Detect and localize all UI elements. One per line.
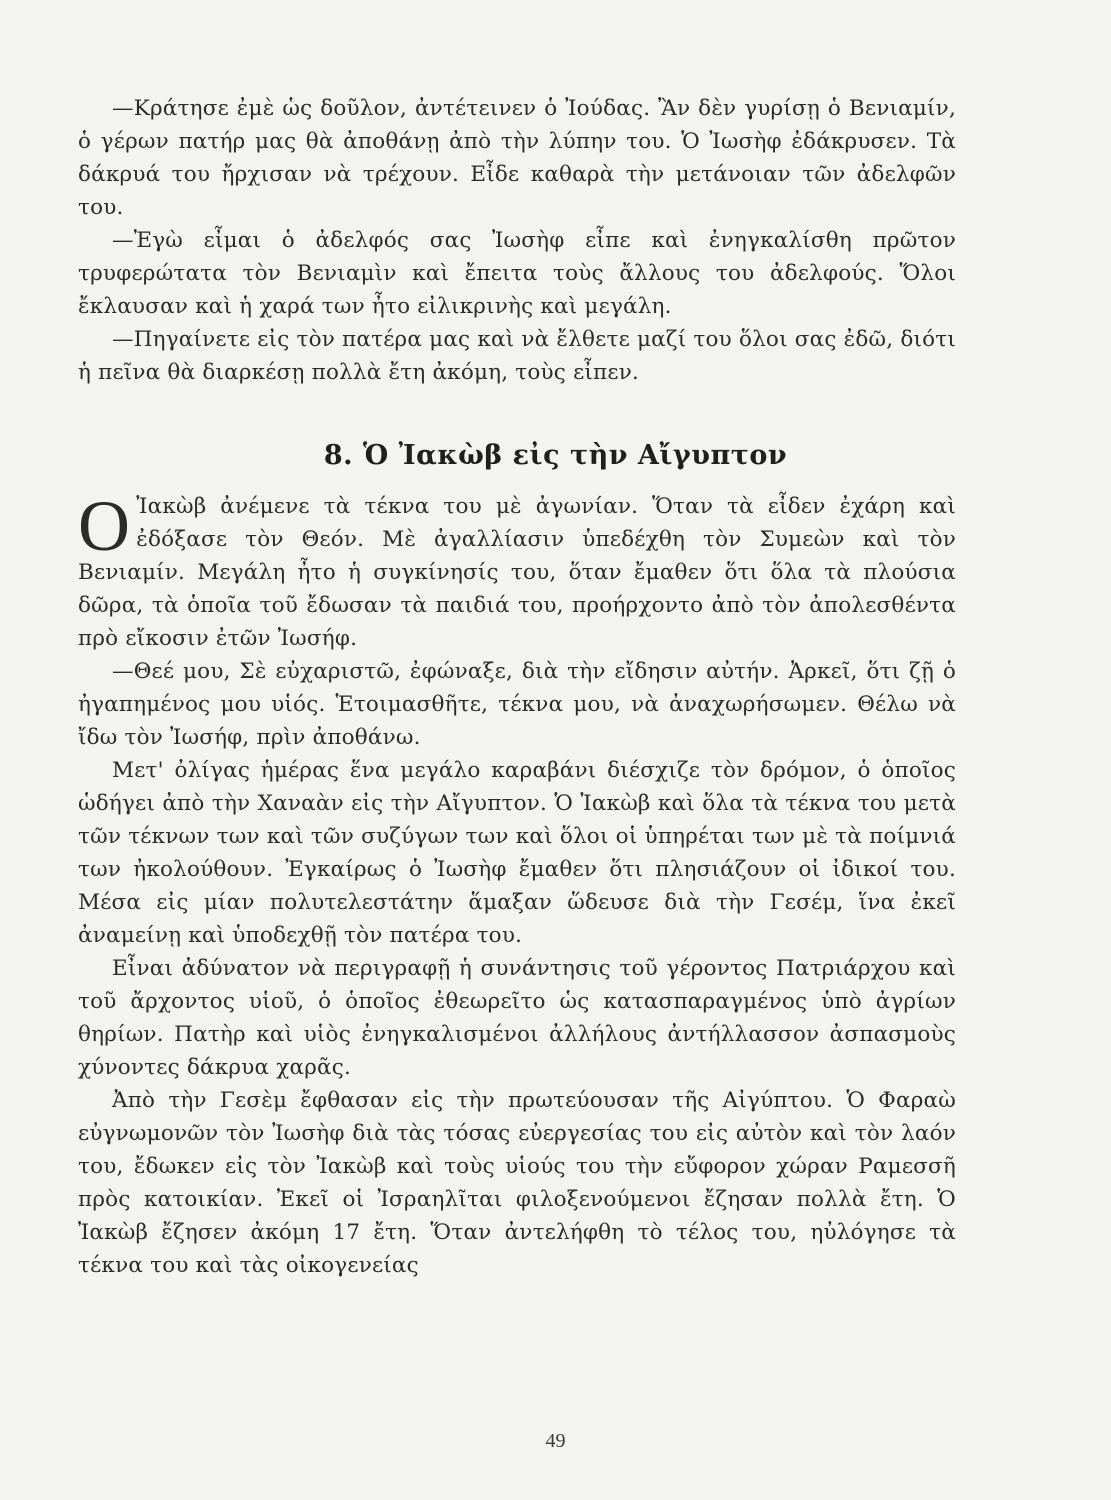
drop-cap: Ο — [78, 486, 131, 566]
dialogue-paragraph: —Κράτησε ἐμὲ ὡς δοῦλον, ἀντέτεινεν ὁ Ἰούδας. Ἂν δὲν γυρίσῃ ὁ Βενιαμίν, ὁ γέρων πατήρ μας θὰ ἀποθάνῃ ἀπὸ τὴν λύπην του. Ὁ Ἰωσὴφ ἐδάκρυσεν. Τὰ δάκρυά του ἤρχισαν νὰ τρέχουν. Εἶδε καθαρὰ τὴν μετάνοιαν τῶν ἀδελφῶν του. — [78, 96, 956, 220]
dialogue-paragraph: —Πηγαίνετε εἰς τὸν πατέρα μας καὶ νὰ ἔλθετε μαζί του ὅλοι σας ἐδῶ, διότι ἡ πεῖνα θὰ διαρκέσῃ πολλὰ ἔτη ἀκόμη, τοὺς εἶπεν. — [78, 327, 956, 385]
opening-paragraph — [78, 486, 956, 655]
page-number: 49 — [545, 1430, 566, 1452]
body-paragraph: Μετ' ὀλίγας ἡμέρας ἕνα μεγάλο καραβάνι διέσχιζε τὸν δρόμον, ὁ ὁποῖος ὡδήγει ἀπὸ τὴν Χαναὰν εἰς τὴν Αἴγυπτον. Ὁ Ἰακὼβ καὶ ὅλα τὰ τέκνα του μετὰ τῶν τέκνων των καὶ τῶν συζύγων των καὶ ὅλοι οἱ ὑπηρέται των μὲ τὰ ποίμνιά των ἠκολούθουν. Ἐγκαίρως ὁ Ἰωσὴφ ἔμαθεν ὅτι πλησιάζουν οἱ ἰδικοί του. Μέσα εἰς μίαν πολυτελεστάτην ἅμαξαν ὥδευσε διὰ τὴν Γεσέμ, ἵνα ἐκεῖ ἀναμείνῃ καὶ ὑποδεχθῇ τὸν πατέρα του. — [78, 758, 956, 948]
bottom-text-block — [78, 486, 956, 1282]
body-paragraph: —Θεέ μου, Σὲ εὐχαριστῶ, ἐφώναξε, διὰ τὴν εἴδησιν αὐτήν. Ἀρκεῖ, ὅτι ζῇ ὁ ἠγαπημένος μου υἱός. Ἑτοιμασθῆτε, τέκνα μου, νὰ ἀναχωρήσωμεν. Θέλω νὰ ἴδω τὸν Ἰωσήφ, πρὶν ἀποθάνω. — [78, 659, 956, 750]
opening-paragraph-text: Ἰακὼβ ἀνέμενε τὰ τέκνα του μὲ ἀγωνίαν. Ὅταν τὰ εἶδεν ἐχάρη καὶ ἐδόξασε τὸν Θεόν. Μὲ ἀγαλλίασιν ὑπεδέχθη τὸν Συμεὼν καὶ τὸν Βενιαμίν. Μεγάλη ἦτο ἡ συγκίνησίς του, ὅταν ἔμαθεν ὅτι ὅλα τὰ πλούσια δῶρα, τὰ ὁποῖα τοῦ ἔδωσαν τὰ παιδιά του, προήρχοντο ἀπὸ τὸν ἀπολεσθέντα πρὸ εἴκοσιν ἐτῶν Ἰωσήφ. — [78, 494, 956, 651]
dialogue-paragraph: —Ἐγὼ εἶμαι ὁ ἀδελφός σας Ἰωσὴφ εἶπε καὶ ἐνηγκαλίσθη πρῶτον τρυφερώτατα τὸν Βενιαμὶν καὶ ἔπειτα τοὺς ἄλλους του ἀδελφούς. Ὅλοι ἔκλαυσαν καὶ ἡ χαρά των ἦτο εἰλικρινὴς καὶ μεγάλη. — [78, 228, 956, 319]
body-paragraph: Εἶναι ἀδύνατον νὰ περιγραφῇ ἡ συνάντησις τοῦ γέροντος Πατριάρχου καὶ τοῦ ἄρχοντος υἱοῦ, ὁ ὁποῖος ἐθεωρεῖτο ὡς κατασπαραγμένος ὑπὸ ἀγρίων θηρίων. Πατὴρ καὶ υἱὸς ἐνηγκαλισμένοι ἀλλήλους ἀντήλλασσον ἀσπασμοὺς χύνοντες δάκρυα χαρᾶς. — [78, 956, 956, 1080]
top-text-block — [78, 92, 956, 389]
chapter-title: 8. Ὁ Ἰακὼβ εἰς τὴν Αἴγυπτον — [323, 440, 788, 471]
body-paragraph: Ἀπὸ τὴν Γεσὲμ ἔφθασαν εἰς τὴν πρωτεύουσαν τῆς Αἰγύπτου. Ὁ Φαραὼ εὐγνωμονῶν τὸν Ἰωσὴφ διὰ τὰς τόσας εὐεργεσίας του εἰς αὐτὸν καὶ τὸν λαόν του, ἔδωκεν εἰς τὸν Ἰακὼβ καὶ τοὺς υἱούς του τὴν εὔφορον χώραν Ραμεσσῆ πρὸς κατοικίαν. Ἐκεῖ οἱ Ἰσραηλῖται φιλοξενούμενοι ἔζησαν πολλὰ ἔτη. Ὁ Ἰακὼβ ἔζησεν ἀκόμη 17 ἔτη. Ὅταν ἀντελήφθη τὸ τέλος του, ηὐλόγησε τὰ τέκνα του καὶ τὰς οἰκογενείας — [78, 1088, 956, 1278]
